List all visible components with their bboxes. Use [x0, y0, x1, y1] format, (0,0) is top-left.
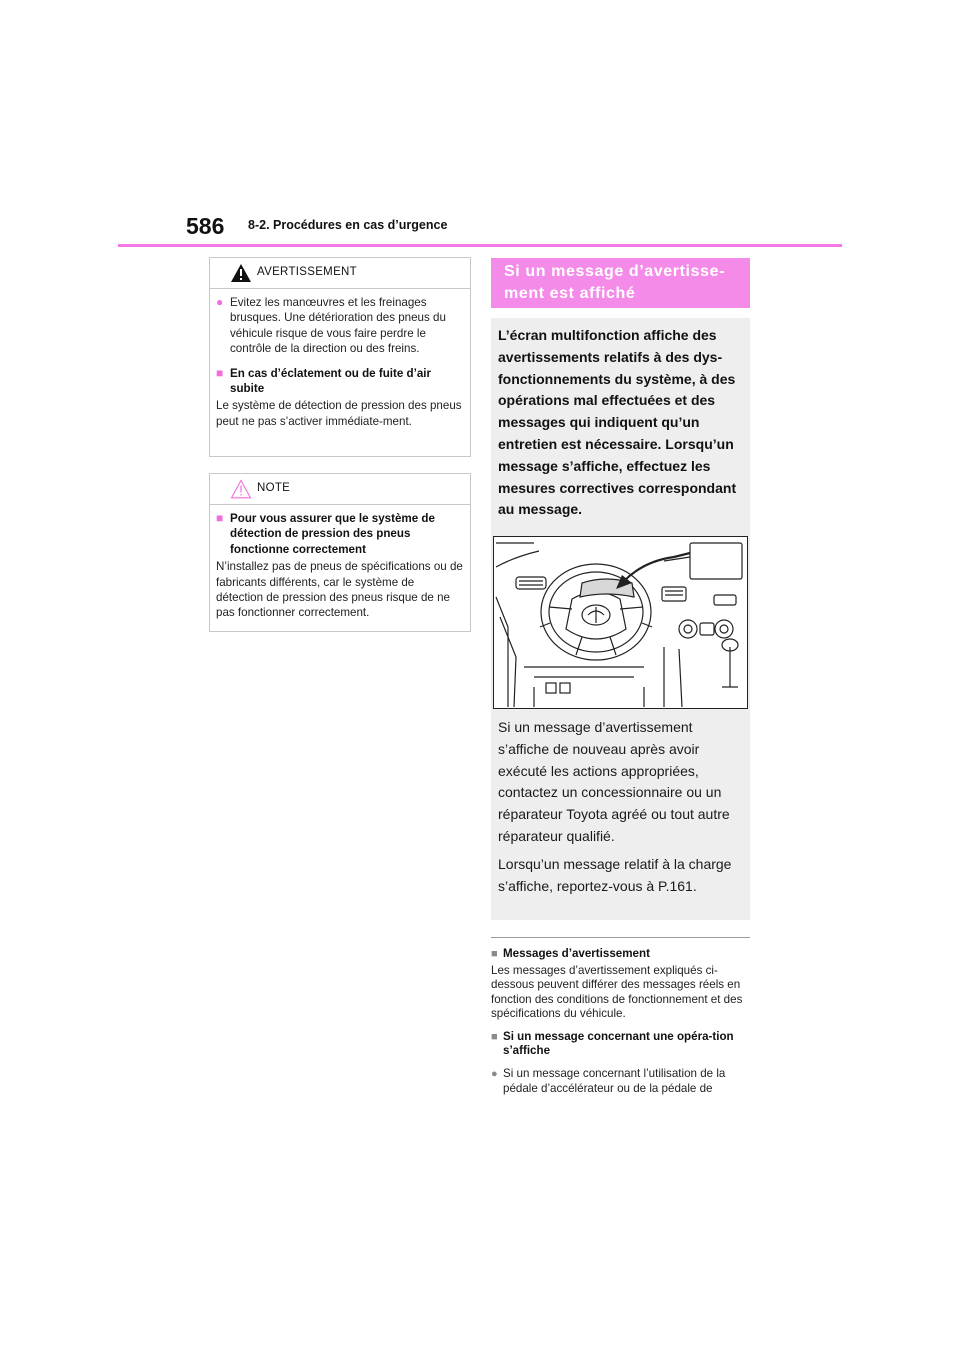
warning-paragraph: Le système de détection de pression des pneus peut ne pas s’activer immédiate-ment.: [216, 399, 462, 428]
header-rule: [118, 244, 842, 247]
warning-triangle-outline-icon: [230, 479, 252, 504]
charge-message-paragraph: Lorsqu’un message relatif à la charge s’affiche, reportez-vous à P.161.: [498, 855, 732, 894]
messages-paragraph: Les messages d’avertissement expliqués ci-dessous peuvent différer des messages réels en fonction des conditions de fonctionnement et des spécifications du véhicule.: [491, 964, 743, 1020]
divider: [491, 937, 750, 938]
dashboard-illustration: [493, 536, 748, 709]
note-subheading: [216, 511, 464, 557]
warning-box-header: [210, 258, 470, 289]
operation-heading: [491, 1030, 750, 1058]
messages-heading: [491, 947, 750, 961]
pink-square-bullet-icon: ■: [216, 365, 224, 380]
note-box-header: [210, 474, 470, 505]
warning-bullet: [216, 295, 464, 357]
pink-square-bullet-icon: ■: [216, 511, 224, 525]
note-subheading-text: Pour vous assurer que le système de détection de pression des pneus fonctionne correctement: [230, 512, 435, 556]
pink-circle-bullet-icon: ●: [216, 295, 224, 309]
operation-heading-text: Si un message concernant une opéra-tion s’affiche: [503, 1030, 734, 1058]
operation-bullet-text: Si un message concernant l’utilisation de la pédale d’accélérateur ou de la pédale de: [503, 1067, 726, 1095]
repeat-warning-paragraph: Si un message d’avertissement s’affiche de nouveau après avoir exécuté les actions appropriées, contactez un concessionnaire ou un réparateur Toyota agréé ou tout autre réparateur qualifié.: [498, 719, 730, 844]
warning-box-title: AVERTISSEMENT: [257, 266, 357, 278]
intro-paragraph: L’écran multifonction affiche des avertissements relatifs à des dys-fonctionnements du système, à des opérations mal effectuées et des messages qui indiquent qu’un entretien est nécessaire. Lorsqu’un message s’affiche, effectuez les mesures correctives correspondant au message.: [498, 327, 737, 518]
grey-circle-bullet-icon: ●: [491, 1068, 498, 1081]
section-heading: Si un message d’avertisse-ment est affiché: [504, 263, 726, 302]
operation-bullet: [491, 1067, 750, 1095]
page-number: 586: [186, 213, 225, 239]
messages-heading-text: Messages d’avertissement: [503, 947, 650, 960]
warning-triangle-filled-icon: [230, 263, 252, 288]
warning-messages-section: [491, 941, 750, 1096]
after-illustration-text: [498, 717, 746, 903]
grey-square-bullet-icon: ■: [491, 948, 498, 960]
warning-box: [209, 257, 471, 457]
page-header: [0, 0, 960, 250]
warning-subheading-text: En cas d’éclatement ou de fuite d’air subite: [230, 366, 432, 396]
note-box: [209, 473, 471, 632]
grey-square-bullet-icon: ■: [491, 1031, 498, 1044]
warning-subheading: [216, 366, 464, 397]
note-box-title: NOTE: [257, 482, 291, 494]
note-paragraph: N’installez pas de pneus de spécifications ou de fabricants différents, car le système de détection de pression des pneus risque de ne pas fonctionner correctement.: [216, 560, 463, 620]
warning-bullet-text: Evitez les manœuvres et les freinages brusques. Une détérioration des pneus du véhicule risque de vous faire perdre le contrôle de la direction ou des freins.: [230, 296, 446, 356]
section-heading-banner: [491, 258, 750, 308]
section-title: 8-2. Procédures en cas d’urgence: [248, 218, 448, 232]
